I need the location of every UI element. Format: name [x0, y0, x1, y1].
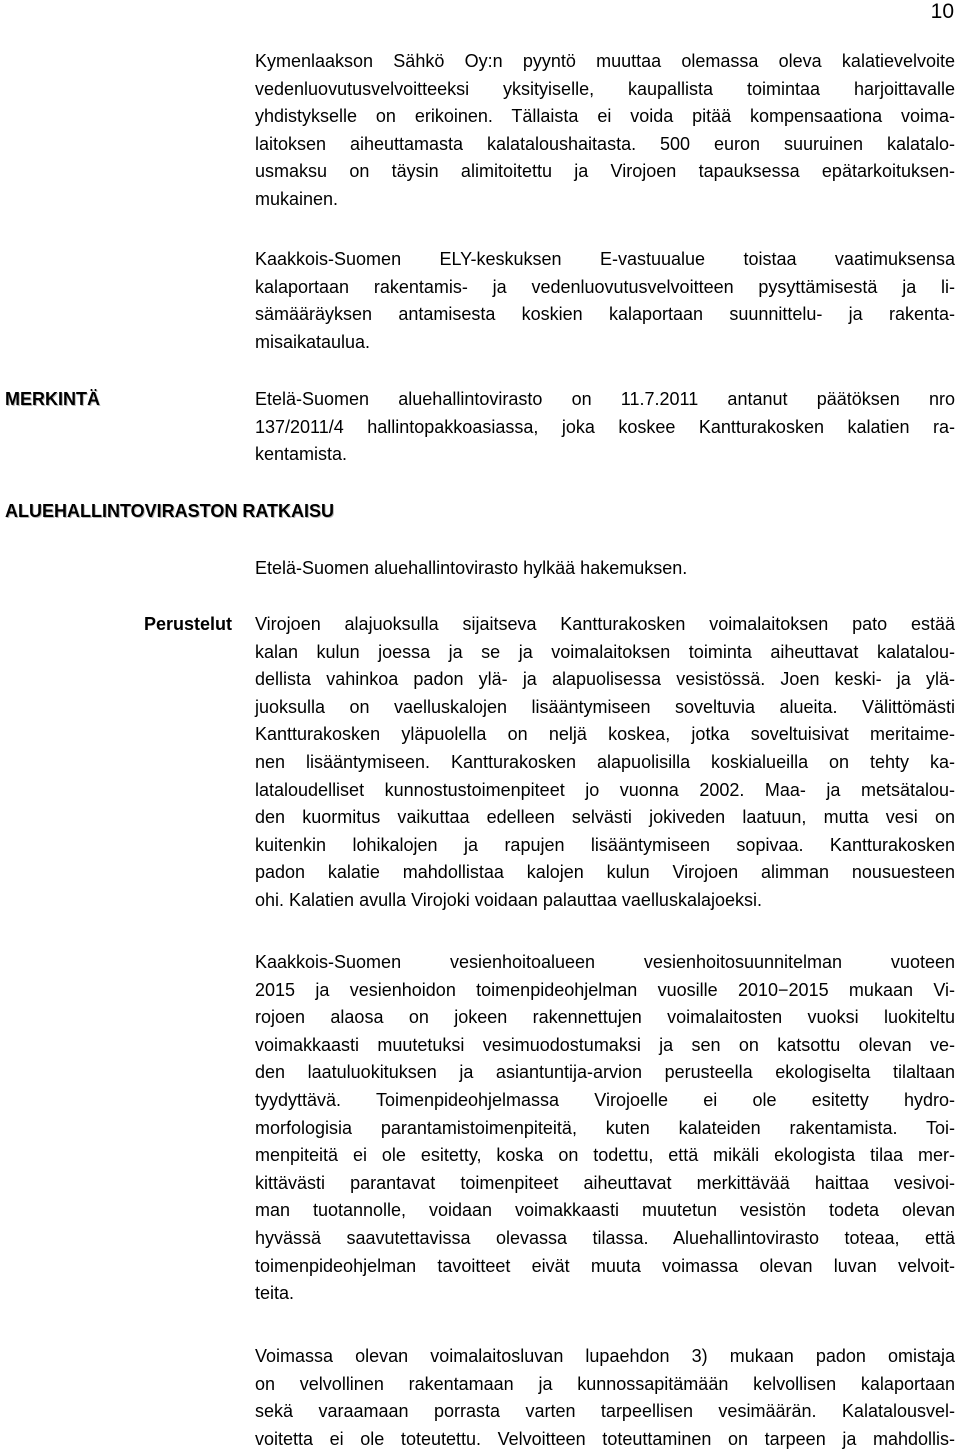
text-line: voimakkaasti muutetuksi vesimuodostumaksi ja sen on katsottu olevan ve-: [255, 1034, 955, 1055]
paragraph-merkinta: [255, 386, 955, 469]
text-line: yhdistykselle on erikoinen. Tällaista ei voida pitää kompensaationa voima-: [255, 106, 955, 127]
text-line: tyydyttävä. Toimenpideohjelmassa Virojoelle ei ole esitetty hydro-: [255, 1089, 955, 1110]
text-line: Voimassa olevan voimalaitosluvan lupaehdon 3) mukaan padon omistaja: [255, 1346, 955, 1366]
text-line: voitetta ei ole toteutettu. Velvoitteen toteuttaminen on tarpeen ja mahdollis-: [255, 1428, 955, 1449]
paragraph-voimassa: [255, 1343, 955, 1453]
text-line: vedenluovutusvelvoitteeksi yksityiselle, kaupallista toimintaa harjoittavalle: [255, 78, 955, 99]
text-line: man tuotannolle, voidaan voimakkaasti muutetun vesistön todeta olevan: [255, 1200, 955, 1221]
section-label-perustelut: Perustelut: [143, 614, 232, 634]
paragraph-perustelut: [255, 611, 955, 915]
text-line: sämääräyksen antamisesta koskien kalaportaan suunnittelu- ja rakenta-: [255, 304, 955, 325]
text-line: Kymenlaakson Sähkö Oy:n pyyntö muuttaa olemassa oleva kalatievelvoite: [255, 51, 955, 71]
text-line: Kantturakosken yläpuolella on neljä koskea, jotka soveltuisivat meritaime-: [255, 724, 955, 745]
text-line: 137/2011/4 hallintopakkoasiassa, joka koskee Kantturakosken kalatien ra-: [255, 416, 955, 437]
text-line: usmaksu on täysin alimitoitettu ja Virojoen tapauksessa epätarkoituksen-: [255, 161, 955, 182]
text-line: ohi. Kalatien avulla Virojoki voidaan palauttaa vaelluskalajoeksi.: [255, 889, 762, 910]
text-line: laitoksen aiheuttamasta kalataloushaitasta. 500 euron suuruinen kalatalo-: [255, 133, 955, 154]
text-line: Etelä-Suomen aluehallintovirasto hylkää hakemuksen.: [255, 558, 688, 578]
text-line: lataloudelliset kunnostustoimenpiteet jo vuonna 2002. Maa- ja metsätalou-: [255, 779, 955, 800]
page-number: 10: [930, 0, 954, 23]
text-line: sekä varaamaan porrasta varten tarpeellisen vesimäärän. Kalatalousvel-: [255, 1401, 955, 1422]
section-label-merkinta: MERKINTÄ: [5, 389, 100, 409]
text-line: kuitenkin lohikalojen ja rapujen lisääntymiseen sopivaa. Kantturakosken: [255, 834, 955, 855]
text-line: toimenpideohjelman tavoitteet eivät muuta voimassa olevan luvan velvoit-: [255, 1255, 955, 1276]
text-line: Virojoen alajuoksulla sijaitseva Kantturakosken voimalaitoksen pato estää: [255, 614, 955, 634]
text-line: 2015 ja vesienhoidon toimenpideohjelman vuosille 2010−2015 mukaan Vi-: [255, 979, 955, 1000]
text-line: teita.: [255, 1283, 295, 1304]
paragraph-vesienhoito: [255, 949, 955, 1308]
text-line: kalan kulun joessa ja se ja voimalaitoksen toiminta aiheuttavat kalatalou-: [255, 641, 955, 662]
text-line: Kaakkois-Suomen vesienhoitoalueen vesienhoitosuunnitelman vuoteen: [255, 952, 955, 972]
text-line: dellista vahinkoa padon ylä- ja alapuolisessa vesistössä. Joen keski- ja ylä-: [255, 669, 955, 690]
text-line: juoksulla on vaelluskalojen lisääntymiseen soveltuvia alueita. Välittömästi: [255, 696, 955, 717]
paragraph-1: [255, 48, 955, 214]
text-line: mukainen.: [255, 188, 339, 209]
text-line: misaikataulua.: [255, 331, 371, 352]
paragraph-2: [255, 246, 955, 356]
text-line: nen lisääntymiseen. Kantturakosken alapuolisilla koskialueilla on tehty ka-: [255, 751, 955, 772]
text-line: Kaakkois-Suomen ELY-keskuksen E-vastuualue toistaa vaatimuksensa: [255, 249, 955, 269]
text-line: kalaportaan rakentamis- ja vedenluovutusvelvoitteen pysyttämisestä ja li-: [255, 276, 955, 297]
text-line: kentamista.: [255, 444, 348, 465]
section-heading-ratkaisu: ALUEHALLINTOVIRASTON RATKAISU: [5, 501, 335, 521]
text-line: Etelä-Suomen aluehallintovirasto on 11.7.2011 antanut päätöksen nro: [255, 389, 955, 409]
text-line: padon kalatie mahdollistaa kalojen kulun Virojoen alimman nousuesteen: [255, 862, 955, 883]
paragraph-ratkaisu: [255, 555, 955, 583]
text-line: menpiteitä ei ole esitetty, koska on todettu, että mikäli ekologista tilaa mer-: [255, 1145, 955, 1166]
text-line: kittävästi parantavat toimenpiteet aiheuttavat merkittävää haittaa vesivoi-: [255, 1172, 955, 1193]
text-line: den kuormitus vaikuttaa edelleen selvästi jokiveden laatuun, mutta vesi on: [255, 807, 955, 828]
text-line: morfologisia parantamistoimenpiteitä, kuten kalateiden rakentamista. Toi-: [255, 1117, 955, 1138]
text-line: den laatuluokituksen ja asiantuntija-arvion perusteella ekologiselta tilaltaan: [255, 1062, 955, 1083]
text-line: rojoen alaosa on jokeen rakennettujen voimalaitosten vuoksi luokiteltu: [255, 1007, 955, 1028]
text-line: on velvollinen rakentamaan ja kunnossapitämään kelvollisen kalaportaan: [255, 1373, 955, 1394]
text-line: hyvässä saavutettavissa olevassa tilassa. Aluehallintovirasto toteaa, että: [255, 1227, 955, 1248]
